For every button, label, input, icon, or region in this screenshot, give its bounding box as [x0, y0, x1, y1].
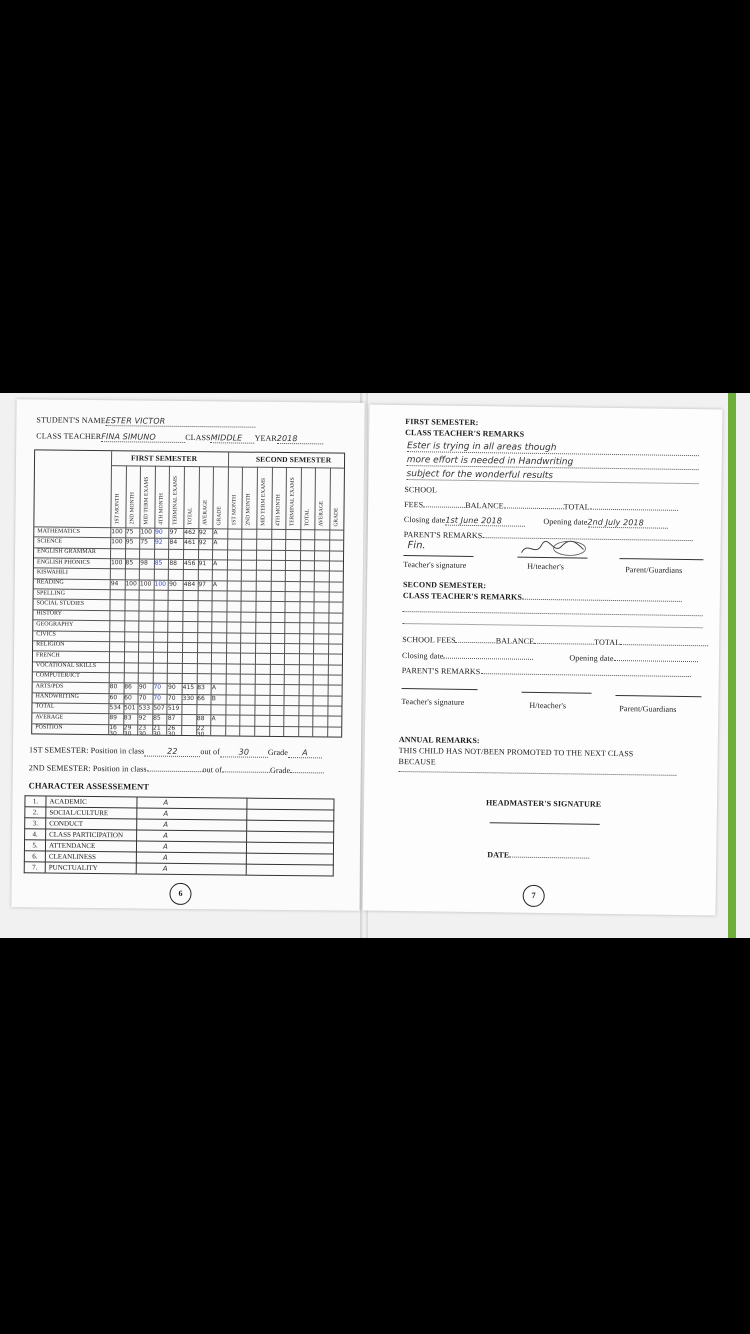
score-cell: A: [213, 560, 218, 568]
second-semester-position-row: [29, 763, 324, 775]
parent-signature-line: [619, 558, 703, 560]
position-out-of-cell: 30: [109, 729, 117, 737]
character-second-grade: [247, 831, 334, 843]
score-cell: 97: [169, 528, 178, 536]
subject-label: ARTS/PDS: [35, 683, 64, 690]
subject-label: CIVICS: [36, 631, 56, 638]
character-number: 6.: [24, 851, 45, 862]
column-header: TERMINAL EXAMS: [289, 477, 297, 527]
score-cell: 92: [154, 538, 163, 547]
row-line: [33, 620, 342, 624]
score-cell: A: [213, 529, 218, 537]
class-teacher-remarks-heading: CLASS TEACHER'S REMARKS: [405, 428, 525, 439]
row-line: [33, 630, 342, 634]
scanned-report-book: [0, 393, 750, 938]
subject-label: ENGLISH GRAMMAR: [37, 548, 96, 556]
score-cell: 519: [167, 704, 180, 712]
closing-date-label: Closing date: [403, 515, 446, 525]
opening-date-value: 2nd July 2018: [587, 518, 667, 529]
score-cell: 75: [125, 528, 134, 536]
character-grade: A: [136, 841, 246, 853]
column-header: TERMINAL EXAMS: [172, 475, 180, 525]
character-grade: A: [137, 819, 247, 831]
teacher-signature-label-2: Teacher's signature: [401, 697, 465, 707]
remark-line-3: subject for the wonderful results: [406, 469, 698, 484]
parents-remarks-label: PARENT'S REMARKS: [403, 530, 483, 541]
score-cell: 70: [153, 694, 162, 702]
score-cell: 90: [138, 683, 147, 691]
opening-date-label: Opening date: [543, 516, 588, 527]
first-semester-position-row: [29, 745, 322, 758]
score-cell: 462: [184, 528, 196, 537]
first-out-of-value: 30: [220, 747, 268, 758]
score-cell: 415: [182, 684, 195, 692]
score-cell: 83: [123, 714, 132, 722]
grade-label-2: Grade: [270, 765, 291, 776]
column-header: TOTAL: [304, 508, 311, 527]
parent-guardians-label-2: Parent/Guardians: [619, 704, 677, 714]
score-cell: B: [211, 694, 216, 702]
score-cell: 70: [153, 683, 162, 691]
score-cell: 26: [167, 724, 176, 732]
semester-column-line: [225, 452, 229, 735]
second-position-label: 2ND SEMESTER: Position in class: [28, 763, 147, 774]
grade-label: Grade: [267, 747, 288, 758]
total-label-2: TOTAL: [594, 637, 621, 648]
first-grade-value: A: [288, 748, 322, 758]
subject-label: GEOGRAPHY: [36, 621, 74, 628]
headteacher-label: H/teacher's: [527, 561, 565, 572]
page-number-right: 7: [523, 885, 545, 907]
total-label: TOTAL: [563, 502, 590, 512]
grades-table: [31, 449, 345, 737]
subject-label: SPELLING: [36, 590, 66, 597]
position-out-of-cell: 30: [152, 730, 161, 738]
column-header: MID TERM EXAMS: [260, 477, 267, 526]
score-cell: 60: [124, 693, 132, 702]
position-out-of-cell: 30: [138, 730, 147, 738]
score-cell: 70: [138, 694, 147, 702]
score-cell: 89: [109, 714, 118, 722]
position-out-of-cell: 30: [123, 729, 132, 738]
parents-remarks-row-2: [402, 666, 691, 679]
closing-date-value: 1st June 2018: [445, 516, 525, 527]
score-cell: 88: [169, 559, 178, 567]
headteacher-signature-line-2: [522, 692, 592, 694]
score-cell: 100: [111, 538, 123, 546]
closing-opening-row-2: [402, 651, 698, 664]
character-label: CONDUCT: [46, 818, 137, 830]
score-cell: 330: [182, 694, 195, 702]
character-second-grade: [247, 809, 334, 821]
score-cell: 95: [125, 538, 134, 546]
character-number: 3.: [25, 818, 46, 829]
first-position-label: 1ST SEMESTER: Position in class: [28, 745, 145, 756]
page-number-left: 6: [169, 883, 191, 905]
score-cell: A: [213, 539, 218, 547]
score-cell: 80: [109, 683, 118, 691]
annual-remark-line: [398, 771, 676, 776]
row-line: [32, 702, 341, 706]
year-label: YEAR: [254, 433, 277, 443]
score-cell: 83: [197, 684, 205, 692]
score-cell: 21: [152, 724, 161, 732]
headteacher-label-2: H/teacher's: [529, 700, 567, 711]
balance-label-2: BALANCE: [495, 636, 535, 646]
student-name-row: [36, 415, 255, 427]
score-cell: 100: [139, 580, 152, 588]
school-fees-label: SCHOOL FEES: [402, 635, 456, 645]
character-grade: A: [136, 863, 246, 875]
score-cell: 23: [138, 724, 147, 732]
score-cell: 75: [140, 538, 149, 546]
character-assessment-table: [24, 795, 335, 876]
score-cell: 507: [153, 704, 165, 712]
fees-row: [404, 500, 678, 513]
column-header: GRADE: [216, 506, 223, 526]
parents-remarks-label-2: PARENT'S REMARKS: [401, 666, 481, 677]
score-cell: 87: [167, 715, 176, 723]
date-row: [487, 850, 589, 860]
score-cell: 461: [184, 539, 196, 547]
row-line: [33, 640, 342, 644]
remark-line-4: [403, 611, 703, 616]
character-label: ATTENDANCE: [45, 840, 136, 852]
character-second-grade: [247, 820, 334, 832]
balance-label: BALANCE: [465, 500, 504, 511]
score-cell: 60: [109, 693, 118, 701]
green-page-edge: [728, 393, 736, 938]
score-cell: 29: [123, 723, 132, 732]
row-line: [34, 588, 343, 592]
teacher-signature-mark: Fin.: [407, 540, 426, 552]
character-second-grade: [246, 853, 333, 865]
score-cell: 100: [140, 528, 152, 536]
remark-line-2: more effort is needed in Handwriting: [407, 455, 699, 470]
score-cell: 501: [124, 704, 136, 712]
promotion-line-2: BECAUSE: [398, 757, 436, 767]
row-line: [32, 723, 341, 727]
subject-label: SOCIAL STUDIES: [36, 600, 85, 607]
score-cell: 90: [168, 684, 176, 692]
score-cell: 85: [153, 714, 161, 723]
character-label: CLEANLINESS: [45, 851, 136, 863]
subject-label: ENGLISH PHONICS: [36, 558, 90, 566]
character-grade: A: [136, 852, 246, 864]
column-header: AVERAGE: [318, 500, 326, 527]
score-cell: 66: [197, 694, 205, 702]
column-header: 2ND MONTH: [128, 492, 136, 525]
column-header: MID TERM EXAMS: [143, 476, 151, 525]
character-second-grade: [246, 842, 333, 854]
subject-label: RELIGION: [36, 641, 65, 649]
out-of-label-2: out of: [202, 765, 223, 775]
character-row: [24, 862, 333, 876]
column-header: AVERAGE: [201, 499, 209, 526]
student-name-value: ESTER VICTOR: [106, 416, 256, 428]
school-fees-row: [402, 635, 708, 648]
character-label: ACADEMIC: [46, 796, 137, 808]
score-cell: 100: [125, 580, 137, 588]
row-line: [32, 713, 341, 717]
position-out-of-cell: 30: [167, 730, 176, 738]
score-cell: 94: [110, 579, 119, 588]
class-value: MIDDLE: [211, 433, 255, 443]
class-teacher-label: CLASS TEACHER: [36, 431, 102, 442]
score-cell: 100: [110, 559, 123, 567]
subject-label: HISTORY: [36, 610, 63, 617]
first-position-value: 22: [144, 747, 200, 758]
character-grade: A: [137, 797, 247, 809]
row-line: [34, 568, 343, 572]
annual-remarks-heading: ANNUAL REMARKS:: [398, 735, 480, 746]
character-assessment-title: CHARACTER ASSESSEMENT: [28, 780, 150, 792]
promotion-line-1: THIS CHILD HAS NOT/BEEN PROMOTED TO THE NEXT CLASS: [398, 746, 634, 759]
right-page: [362, 405, 722, 916]
score-cell: 456: [183, 559, 196, 568]
fees-label: FEES: [404, 500, 424, 510]
score-cell: A: [211, 715, 216, 723]
score-cell: 88: [196, 715, 205, 723]
headmaster-signature-label: HEADMASTER'S SIGNATURE: [485, 798, 602, 809]
subject-label: TOTAL: [35, 703, 55, 711]
character-label: SOCIAL/CULTURE: [46, 807, 137, 819]
second-semester-heading: SECOND SEMESTER:: [402, 580, 487, 591]
character-number: 7.: [24, 862, 45, 873]
character-label: PUNCTUALITY: [45, 862, 136, 874]
score-cell: A: [211, 684, 216, 692]
score-cell: 85: [154, 559, 163, 567]
subject-label: HANDWRITING: [35, 693, 79, 700]
character-number: 5.: [24, 840, 45, 851]
headmaster-signature-line: [490, 822, 600, 825]
score-cell: 98: [140, 559, 148, 567]
score-cell: 92: [198, 529, 207, 537]
row-line: [33, 651, 342, 655]
subject-label: KISWAHILI: [36, 569, 68, 576]
subject-label: READING: [36, 579, 64, 586]
character-second-grade: [247, 798, 334, 810]
subject-label: VOCATIONAL SKILLS: [35, 662, 97, 670]
second-semester-header: SECOND SEMESTER: [255, 454, 332, 465]
opening-date-label-2: Opening date: [569, 653, 614, 663]
teacher-signature-line-2: [402, 688, 478, 690]
score-cell: 90: [169, 580, 177, 588]
score-cell: A: [212, 581, 218, 589]
date-label: DATE: [487, 850, 510, 860]
class-teacher-remarks-heading-2: CLASS TEACHER'S REMARKS: [403, 591, 682, 604]
character-number: 4.: [25, 829, 46, 840]
column-header: 1ST MONTH: [114, 493, 121, 525]
character-grade: A: [137, 830, 247, 842]
column-header: GRADE: [333, 507, 340, 527]
subject-label: AVERAGE: [35, 714, 64, 721]
column-header: 4TH MONTH: [158, 493, 165, 525]
character-label: CLASS PARTICIPATION: [46, 829, 137, 841]
student-name-label: STUDENT'S NAME: [36, 415, 106, 426]
column-header: 4TH MONTH: [274, 494, 282, 526]
score-cell: 534: [109, 704, 121, 712]
score-cell: 22: [196, 724, 205, 732]
score-cell: 100: [154, 580, 167, 588]
score-cell: 97: [198, 580, 207, 588]
parent-guardians-label: Parent/Guardians: [625, 565, 683, 575]
subject-label: POSITION: [35, 724, 63, 731]
parent-signature-line-2: [616, 695, 702, 697]
column-header: 1ST MONTH: [231, 494, 238, 526]
school-label: SCHOOL: [404, 485, 438, 495]
character-number: 2.: [25, 807, 46, 818]
position-out-of-cell: 30: [196, 730, 205, 738]
closing-opening-row: [404, 515, 668, 529]
teacher-signature-line: [403, 555, 473, 557]
character-grade: A: [137, 808, 247, 820]
teacher-signature-label: Teacher's signature: [403, 560, 467, 570]
score-cell: 92: [198, 539, 207, 547]
first-semester-heading: FIRST SEMESTER:: [405, 417, 479, 428]
remark-line-5: [402, 623, 702, 628]
score-cell: 533: [138, 704, 151, 712]
character-second-grade: [246, 864, 333, 876]
score-cell: 86: [124, 683, 132, 691]
score-cell: 91: [198, 560, 207, 568]
class-teacher-row: [36, 431, 323, 444]
subject-column-line: [108, 451, 112, 734]
column-header: 2ND MONTH: [245, 493, 253, 526]
score-cell: 70: [167, 694, 176, 702]
year-value: 2018: [277, 434, 323, 444]
first-semester-header: FIRST SEMESTER: [131, 453, 198, 464]
out-of-label: out of: [200, 747, 220, 757]
row-line: [33, 609, 342, 613]
score-cell: 100: [111, 528, 123, 536]
subject-label: SCIENCE: [37, 538, 63, 545]
score-cell: 90: [155, 528, 163, 536]
score-cell: 16: [109, 723, 117, 731]
subject-label: FRENCH: [35, 652, 60, 659]
score-cell: 484: [183, 580, 196, 588]
class-label: CLASS: [185, 432, 211, 443]
class-teacher-value: FINA SIMUNO: [101, 432, 185, 443]
subject-label: COMPUTER/ICT: [35, 672, 80, 680]
subject-label: MATHEMATICS: [37, 527, 80, 535]
score-cell: 85: [125, 559, 134, 567]
score-cell: 92: [138, 714, 147, 722]
remark-line-1: Ester is trying in all areas though: [407, 441, 699, 456]
closing-date-label-2: Closing date: [401, 651, 444, 661]
score-cell: 84: [169, 539, 178, 547]
character-number: 1.: [25, 796, 46, 807]
column-header: TOTAL: [187, 507, 194, 526]
left-page: [11, 399, 364, 911]
